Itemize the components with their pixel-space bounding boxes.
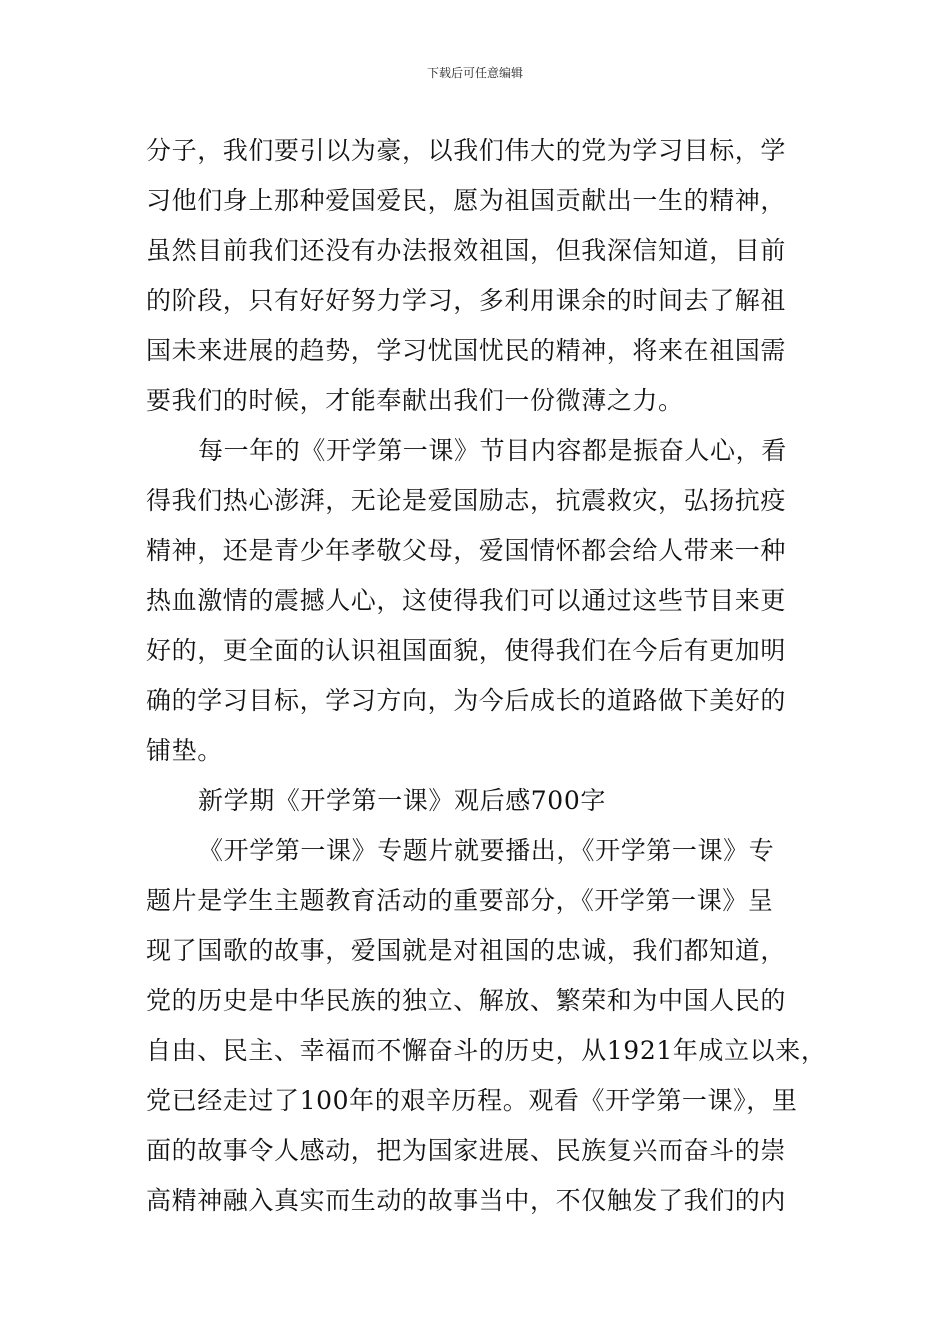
text-line: 题片是学生主题教育活动的重要部分，《开学第一课》呈 bbox=[146, 886, 774, 915]
text-line: 铺垫。 bbox=[146, 736, 223, 765]
section-title: 新学期《开学第一课》观后感700字 bbox=[198, 786, 606, 815]
text-line: 面的故事令人感动，把为国家进展、民族复兴而奋斗的崇 bbox=[146, 1136, 787, 1165]
text-line: 精神，还是青少年孝敬父母，爱国情怀都会给人带来一种 bbox=[146, 536, 787, 565]
text-line: 高精神融入真实而生动的故事当中，不仅触发了我们的内 bbox=[146, 1186, 787, 1215]
text-line: 虽然目前我们还没有办法报效祖国，但我深信知道，目前 bbox=[146, 236, 787, 265]
paragraph-start-line: 每一年的《开学第一课》节目内容都是振奋人心，看 bbox=[198, 436, 787, 465]
text-line: 热血激情的震撼人心，这使得我们可以通过这些节目来更 bbox=[146, 586, 787, 615]
text-line: 确的学习目标，学习方向，为今后成长的道路做下美好的 bbox=[146, 686, 787, 715]
text-line: 党已经走过了100年的艰辛历程。观看《开学第一课》，里 bbox=[146, 1086, 798, 1115]
text-line: 自由、民主、幸福而不懈奋斗的历史，从1921年成立以来， bbox=[146, 1036, 827, 1065]
text-line: 的阶段，只有好好努力学习，多利用课余的时间去了解祖 bbox=[146, 286, 787, 315]
text-line: 现了国歌的故事，爱国就是对祖国的忠诚，我们都知道， bbox=[146, 936, 787, 965]
text-line: 习他们身上那种爱国爱民，愿为祖国贡献出一生的精神， bbox=[146, 186, 787, 215]
text-line: 国未来进展的趋势，学习忧国忧民的精神，将来在祖国需 bbox=[146, 336, 787, 365]
text-line: 要我们的时候，才能奉献出我们一份微薄之力。 bbox=[146, 386, 684, 415]
text-line: 分子，我们要引以为豪，以我们伟大的党为学习目标，学 bbox=[146, 136, 787, 165]
text-line: 得我们热心澎湃，无论是爱国励志，抗震救灾，弘扬抗疫 bbox=[146, 486, 787, 515]
body-text bbox=[146, 126, 836, 1226]
paragraph-start-line: 《开学第一课》专题片就要播出，《开学第一课》专 bbox=[198, 836, 775, 865]
text-line: 好的，更全面的认识祖国面貌，使得我们在今后有更加明 bbox=[146, 636, 787, 665]
text-line: 党的历史是中华民族的独立、解放、繁荣和为中国人民的 bbox=[146, 986, 787, 1015]
page-header: 下载后可任意编辑 bbox=[426, 66, 523, 80]
